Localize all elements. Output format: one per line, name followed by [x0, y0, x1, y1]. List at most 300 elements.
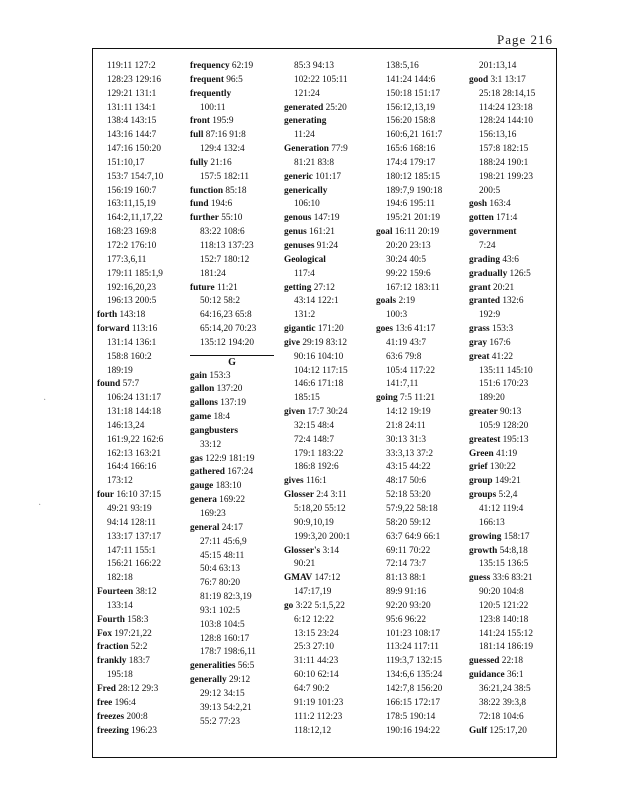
- index-term: grading: [469, 254, 500, 265]
- index-refs-continued: 33:12: [200, 439, 222, 450]
- index-term: growth: [469, 545, 498, 556]
- index-entry: [284, 572, 350, 586]
- index-entry: [97, 309, 163, 323]
- index-refs-continued: 178:7 198:6,11: [200, 647, 256, 658]
- index-entry: [190, 198, 274, 212]
- index-refs-continued: 117:4: [294, 268, 315, 279]
- index-refs-continued: 57:9,22 58:18: [386, 504, 438, 514]
- index-refs-continued: 147:17,19: [294, 587, 332, 598]
- index-refs-continued: 90:16 104:10: [294, 351, 344, 362]
- index-term: goals: [376, 296, 397, 307]
- index-entry: [190, 522, 274, 536]
- index-refs: 2:4 3:11: [313, 490, 347, 501]
- index-refs: 96:5: [223, 74, 243, 85]
- index-term: fund: [190, 199, 209, 210]
- index-entry: [469, 212, 535, 226]
- index-entry: [97, 655, 163, 669]
- index-refs-continued: 55:2 77:23: [200, 716, 241, 727]
- index-entry: [469, 406, 535, 420]
- index-term: gigantic: [284, 324, 316, 335]
- index-column-3: [284, 60, 350, 738]
- index-refs-continued: 121:24: [294, 88, 320, 99]
- index-refs-continued: 63:7 64:9 66:1: [386, 531, 441, 542]
- index-refs-continued: 104:12 117:15: [294, 365, 348, 376]
- index-term: Fox: [97, 628, 112, 639]
- index-refs-continued: 138:5,16: [386, 61, 419, 71]
- index-refs: 113:16: [129, 324, 158, 335]
- index-entry: [469, 198, 535, 212]
- index-term: found: [97, 379, 121, 390]
- index-term: great: [469, 351, 490, 362]
- index-refs-continued: 89:9 91:16: [386, 587, 427, 598]
- index-term: full: [190, 130, 204, 141]
- index-term: front: [190, 116, 210, 127]
- index-entry: [190, 425, 274, 439]
- index-refs-continued: 32:15 48:4: [294, 420, 335, 431]
- index-refs-continued: 11:24: [294, 130, 315, 141]
- index-refs-continued: 135:12 194:20: [200, 337, 254, 348]
- index-refs: 196:4: [112, 697, 136, 708]
- index-refs: 29:12: [226, 675, 251, 686]
- index-term: forward: [97, 324, 130, 335]
- index-refs-continued: 142:7,8 156:20: [386, 683, 443, 694]
- index-refs-continued: 131:2: [294, 310, 316, 321]
- index-term: greatest: [469, 434, 501, 445]
- index-term: general: [190, 522, 220, 533]
- index-entry: [284, 212, 350, 226]
- index-entry: [190, 466, 274, 480]
- index-entry: [97, 697, 163, 711]
- index-term: groups: [469, 490, 497, 501]
- index-entry: [469, 226, 535, 240]
- index-refs: 43:6: [500, 254, 519, 265]
- index-refs: 87:16 91:8: [203, 130, 246, 141]
- index-entry: [469, 655, 535, 669]
- index-refs-continued: 5:18,20 55:12: [294, 504, 346, 514]
- index-term: gain: [190, 370, 208, 381]
- index-refs-continued: 65:14,20 70:23: [200, 324, 257, 335]
- index-refs-continued: 50:12 58:2: [200, 296, 241, 307]
- index-refs-continued: 195:18: [107, 670, 133, 681]
- index-refs: 3:1 13:17: [488, 74, 526, 85]
- index-refs: 158:3: [124, 614, 149, 625]
- index-refs: 200:8: [124, 711, 148, 722]
- index-entry: [376, 295, 442, 309]
- index-refs-continued: 69:11 70:22: [386, 545, 431, 556]
- index-refs: 196:23: [128, 725, 157, 736]
- index-refs-continued: 146:13,24: [107, 420, 145, 431]
- index-refs: 90:13: [497, 407, 522, 418]
- index-term: greater: [469, 407, 498, 418]
- index-refs-continued: 63:6 79:8: [386, 351, 422, 362]
- index-refs-continued: 152:7 180:12: [200, 254, 250, 265]
- index-refs-continued: 113:24 117:11: [386, 642, 439, 653]
- index-refs-continued: 198:21 199:23: [479, 171, 533, 182]
- index-refs: 147:12: [312, 573, 341, 584]
- index-entry: [97, 614, 163, 628]
- index-refs-continued: 85:3 94:13: [294, 61, 335, 71]
- index-term: forth: [97, 310, 118, 321]
- index-refs-continued: 36:21,24 38:5: [479, 683, 531, 694]
- index-refs-continued: 166:15 172:17: [386, 697, 440, 708]
- index-entry: [97, 586, 163, 600]
- index-refs-continued: 30:13 31:3: [386, 434, 427, 445]
- index-refs: 3:22 5:1,5,22: [293, 600, 345, 611]
- index-refs: 171:4: [493, 213, 518, 224]
- index-refs-continued: 45:15 48:11: [200, 550, 245, 561]
- index-term: gauge: [190, 481, 214, 492]
- index-term: going: [376, 393, 398, 404]
- index-refs-continued: 58:20 59:12: [386, 517, 431, 528]
- index-term: gives: [284, 476, 304, 487]
- index-refs-continued: 164:2,11,17,22: [107, 213, 163, 224]
- index-refs-continued: 90:21: [294, 559, 316, 570]
- index-entry: [469, 295, 535, 309]
- index-entry: [284, 171, 350, 185]
- index-term: gallon: [190, 384, 215, 395]
- index-refs-continued: 81:21 83:8: [294, 157, 335, 168]
- index-term: gray: [469, 337, 488, 348]
- index-column-1: [97, 60, 163, 738]
- index-refs: 116:1: [303, 476, 327, 487]
- index-refs-continued: 151:10,17: [107, 157, 145, 168]
- index-refs: 52:2: [128, 642, 148, 653]
- index-entry: [284, 226, 350, 240]
- index-term: game: [190, 412, 212, 423]
- index-entry: [376, 323, 442, 337]
- index-refs: 153:3: [489, 324, 514, 335]
- index-term: Glosser's: [284, 545, 321, 556]
- index-refs-continued: 157:8 182:15: [479, 144, 529, 155]
- index-term: free: [97, 697, 113, 708]
- index-refs-continued: 181:24: [200, 268, 226, 279]
- index-refs-continued: 43:14 122:1: [294, 296, 339, 307]
- index-entry: [469, 531, 535, 545]
- index-refs-continued: 156:19 160:7: [107, 185, 157, 196]
- index-entry: [284, 185, 350, 199]
- index-refs-continued: 168:23 169:8: [107, 227, 157, 238]
- index-term: give: [284, 337, 301, 348]
- index-refs: 132:6: [500, 296, 524, 307]
- index-term: Fred: [97, 683, 116, 694]
- index-refs-continued: 147:11 155:1: [107, 545, 156, 556]
- index-term: generally: [190, 675, 227, 686]
- index-entry: [284, 475, 350, 489]
- index-refs-continued: 160:6,21 161:7: [386, 130, 443, 141]
- index-refs-continued: 165:6 168:16: [386, 144, 436, 155]
- index-entry: [190, 115, 274, 129]
- index-term: gallons: [190, 398, 218, 409]
- index-refs-continued: 166:13: [479, 517, 505, 528]
- index-refs-continued: 179:11 185:1,9: [107, 268, 163, 279]
- index-entry: [190, 282, 274, 296]
- index-term: generating: [284, 116, 327, 127]
- index-refs: 91:24: [314, 240, 338, 251]
- index-term: frequent: [190, 74, 224, 85]
- index-entry: [469, 475, 535, 489]
- index-term: generalities: [190, 661, 236, 672]
- index-refs-continued: 29:12 34:15: [200, 688, 245, 699]
- index-refs-continued: 119:11 127:2: [107, 61, 156, 71]
- index-refs-continued: 92:20 93:20: [386, 600, 431, 611]
- index-refs-continued: 128:23 129:16: [107, 74, 161, 85]
- index-refs-continued: 143:16 144:7: [107, 130, 157, 141]
- index-entry: [469, 323, 535, 337]
- index-refs-continued: 135:15 136:5: [479, 559, 529, 570]
- index-refs-continued: 131:11 134:1: [107, 102, 156, 113]
- index-refs-continued: 6:12 12:22: [294, 614, 335, 625]
- index-entry: [469, 461, 535, 475]
- index-refs-continued: 190:16 194:22: [386, 725, 440, 736]
- index-term: future: [190, 282, 215, 293]
- index-refs: 153:3: [207, 370, 231, 381]
- index-term: gosh: [469, 199, 488, 210]
- index-refs-continued: 48:17 50:6: [386, 476, 427, 487]
- index-entry: [190, 480, 274, 494]
- index-entry: [284, 406, 350, 420]
- index-entry: [469, 448, 535, 462]
- index-refs-continued: 153:7 154:7,10: [107, 171, 164, 182]
- index-refs: 143:18: [117, 310, 146, 321]
- index-entry: [97, 641, 163, 655]
- index-refs: 195:13: [500, 434, 529, 445]
- index-refs: 25:20: [323, 102, 347, 113]
- index-refs-continued: 135:11 145:10: [479, 365, 533, 376]
- index-entry: [376, 226, 442, 240]
- index-refs-continued: 102:22 105:11: [294, 74, 348, 85]
- index-term: growing: [469, 531, 502, 542]
- index-refs-continued: 43:15 44:22: [386, 462, 431, 473]
- index-term: Green: [469, 448, 494, 459]
- index-refs-continued: 81:19 82:3,19: [200, 592, 252, 603]
- index-refs-continued: 177:3,6,11: [107, 254, 147, 265]
- index-refs-continued: 192:16,20,23: [107, 282, 157, 293]
- index-refs: 18:4: [211, 412, 231, 423]
- section-letter: G: [228, 356, 236, 368]
- index-entry: [97, 711, 163, 725]
- index-refs-continued: 25:18 28:14,15: [479, 88, 536, 99]
- index-refs-continued: 128:8 160:17: [200, 633, 250, 644]
- index-refs-continued: 156:20 158:8: [386, 116, 436, 127]
- index-term: go: [284, 600, 294, 611]
- index-refs-continued: 106:24 131:17: [107, 393, 161, 404]
- index-refs-continued: 157:5 182:11: [200, 171, 249, 182]
- index-entry: [376, 392, 442, 406]
- index-refs-continued: 161:9,22 162:6: [107, 434, 164, 445]
- index-refs-continued: 95:6 96:22: [386, 614, 427, 625]
- index-refs-continued: 14:12 19:19: [386, 407, 431, 418]
- index-entry: [190, 74, 274, 88]
- index-refs-continued: 106:10: [294, 199, 320, 210]
- index-column-4: [376, 60, 442, 738]
- index-refs-continued: 31:11 44:23: [294, 656, 339, 667]
- index-refs-continued: 99:22 159:6: [386, 268, 431, 279]
- index-refs-continued: 105:9 128:20: [479, 420, 529, 431]
- index-refs: 183:7: [126, 656, 150, 667]
- index-entry: [190, 453, 274, 467]
- index-term: four: [97, 490, 115, 501]
- index-refs: 7:5 11:21: [397, 393, 436, 404]
- index-refs: 195:9: [209, 116, 234, 127]
- index-refs-continued: 138:4 143:15: [107, 116, 157, 127]
- index-term: getting: [284, 282, 312, 293]
- index-term: gradually: [469, 268, 508, 279]
- index-entry: [284, 489, 350, 503]
- index-entry: [97, 489, 163, 503]
- index-refs: 38:12: [133, 587, 157, 598]
- index-term: guess: [469, 573, 491, 584]
- page-number: Page 216: [496, 32, 553, 47]
- index-entry: [469, 434, 535, 448]
- index-refs-continued: 13:15 23:24: [294, 628, 339, 639]
- index-term: fully: [190, 157, 209, 168]
- index-entry: [284, 282, 350, 296]
- index-refs-continued: 133:14: [107, 600, 133, 611]
- index-term: genous: [284, 213, 312, 224]
- index-entry: [97, 725, 163, 739]
- index-term: further: [190, 213, 219, 224]
- index-refs-continued: 141:24 144:6: [386, 74, 436, 85]
- index-refs-continued: 50:4 63:13: [200, 564, 241, 575]
- index-refs-continued: 163:11,15,19: [107, 199, 156, 210]
- scan-speck: ·: [38, 500, 42, 511]
- index-refs: 36:1: [504, 670, 524, 681]
- index-refs-continued: 195:21 201:19: [386, 213, 440, 224]
- index-refs-continued: 151:6 170:23: [479, 379, 529, 390]
- index-refs-continued: 100:3: [386, 310, 408, 321]
- index-refs-continued: 81:13 88:1: [386, 573, 427, 584]
- index-entry: [469, 282, 535, 296]
- index-refs-continued: 200:5: [479, 185, 501, 196]
- index-refs: 11:21: [214, 282, 238, 293]
- index-entry: [284, 143, 350, 157]
- index-refs-continued: 33:3,13 37:2: [386, 448, 434, 459]
- index-entry: [97, 378, 163, 392]
- index-refs-continued: 156:21 166:22: [107, 559, 161, 570]
- index-term: guidance: [469, 670, 505, 681]
- index-refs: 55:10: [218, 213, 243, 224]
- index-refs-continued: 189:7,9 190:18: [386, 185, 443, 196]
- index-refs: 197:21,22: [111, 628, 152, 639]
- index-entry: [190, 383, 274, 397]
- index-refs: 3:14: [320, 545, 340, 556]
- index-column-5: [469, 60, 535, 738]
- index-refs: 122:9 181:19: [202, 453, 255, 464]
- index-entry: [190, 60, 274, 74]
- index-term: fraction: [97, 642, 129, 653]
- index-refs: 2:19: [396, 296, 416, 307]
- index-entry: [190, 157, 274, 171]
- index-term: Geological: [284, 254, 326, 265]
- index-refs-continued: 38:22 39:3,8: [479, 697, 527, 708]
- index-refs-continued: 30:24 40:5: [386, 254, 427, 265]
- index-refs-continued: 156:12,13,19: [386, 102, 436, 113]
- index-refs-continued: 131:14 136:1: [107, 337, 157, 348]
- index-refs-continued: 182:18: [107, 573, 133, 584]
- index-term: gotten: [469, 213, 494, 224]
- index-refs-continued: 186:8 192:6: [294, 462, 339, 473]
- index-refs-continued: 133:17 137:17: [107, 531, 161, 542]
- index-refs: 28:12 29:3: [115, 683, 159, 694]
- index-refs-continued: 169:23: [200, 509, 226, 519]
- index-refs-continued: 41:19 43:7: [386, 337, 427, 348]
- index-entry: [469, 268, 535, 282]
- index-refs: 171:20: [315, 324, 344, 335]
- index-refs: 54:8,18: [497, 545, 528, 556]
- index-refs: 56:5: [235, 661, 255, 672]
- index-refs: 41:19: [493, 448, 518, 459]
- index-refs: 57:7: [120, 379, 140, 390]
- index-entry: [469, 337, 535, 351]
- index-term: generated: [284, 102, 324, 113]
- index-refs-continued: 72:14 73:7: [386, 559, 427, 570]
- index-refs-continued: 194:6 195:11: [386, 199, 435, 210]
- index-refs-continued: 83:22 108:6: [200, 227, 245, 238]
- index-entry: [284, 337, 350, 351]
- index-term: gathered: [190, 467, 225, 478]
- index-refs-continued: 52:18 53:20: [386, 490, 431, 501]
- index-refs-continued: 146:6 171:18: [294, 379, 344, 390]
- index-term: group: [469, 476, 493, 487]
- index-term: GMAV: [284, 573, 313, 584]
- index-refs: 27:12: [311, 282, 335, 293]
- index-entry: [469, 254, 535, 268]
- index-refs-continued: 180:12 185:15: [386, 171, 440, 182]
- index-refs: 169:22: [216, 495, 246, 506]
- index-refs: 62:19: [229, 61, 254, 71]
- index-refs-continued: 174:4 179:17: [386, 157, 436, 168]
- index-entry: [190, 129, 274, 143]
- index-refs-continued: 129:4 132:4: [200, 144, 245, 155]
- index-entry: [284, 545, 350, 559]
- index-refs-continued: 41:12 119:4: [479, 504, 524, 514]
- index-refs-continued: 188:24 190:1: [479, 157, 529, 168]
- index-refs-continued: 105:4 117:22: [386, 365, 435, 376]
- index-term: government: [469, 227, 517, 238]
- index-refs: 163:4: [487, 199, 511, 210]
- index-refs-continued: 7:24: [479, 240, 496, 251]
- index-refs-continued: 118:13 137:23: [200, 240, 254, 251]
- index-refs: 101:17: [312, 171, 342, 182]
- index-refs-continued: 173:12: [107, 476, 133, 487]
- index-refs: 158:17: [501, 531, 530, 542]
- index-refs: 183:10: [213, 481, 242, 492]
- index-refs-continued: 156:13,16: [479, 130, 517, 141]
- index-refs-continued: 72:4 148:7: [294, 434, 335, 445]
- index-term: generic: [284, 171, 313, 182]
- index-refs: 126:5: [507, 268, 531, 279]
- index-entry: [469, 572, 535, 586]
- index-refs-continued: 164:4 166:16: [107, 462, 157, 473]
- index-refs: 24:17: [219, 522, 243, 533]
- index-term: genus: [284, 227, 307, 238]
- index-refs: 21:16: [208, 157, 232, 168]
- index-entry: [469, 74, 535, 88]
- index-entry: [97, 628, 163, 642]
- index-entry: [284, 254, 350, 268]
- index-refs: 167:6: [487, 337, 511, 348]
- index-entry: [469, 351, 535, 365]
- index-refs-continued: 192:9: [479, 310, 501, 321]
- index-refs: 149:21: [492, 476, 521, 487]
- index-refs-continued: 120:5 121:22: [479, 600, 529, 611]
- index-refs-continued: 199:3,20 200:1: [294, 531, 351, 542]
- index-term: given: [284, 407, 306, 418]
- index-refs-continued: 128:24 144:10: [479, 116, 533, 127]
- index-term: guessed: [469, 656, 500, 667]
- index-refs-continued: 179:1 183:22: [294, 448, 344, 459]
- index-refs-continued: 76:7 80:20: [200, 578, 241, 589]
